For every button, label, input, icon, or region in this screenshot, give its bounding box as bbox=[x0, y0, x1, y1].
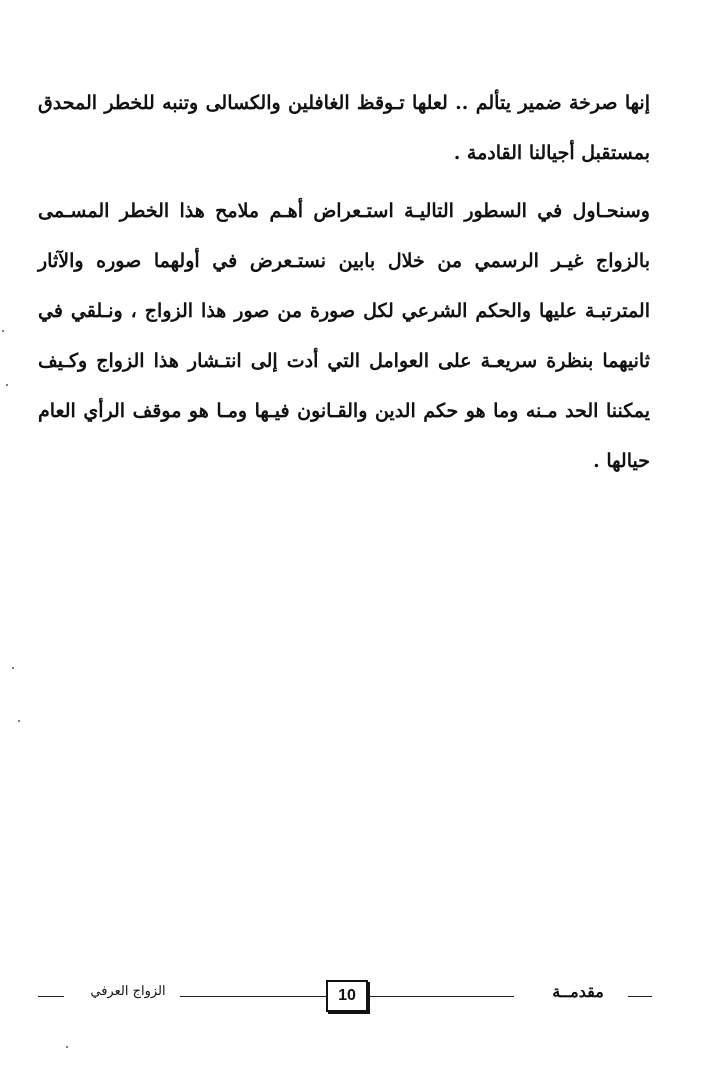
scan-speck bbox=[2, 330, 4, 332]
paragraph-intro: إنها صرخة ضمير يتألم .. لعلها تـوقظ الغافلين والكسالى وتنبه للخطر المحدق بمستقبل أجيالنا القادمة . bbox=[38, 92, 650, 164]
scan-speck bbox=[66, 1046, 68, 1048]
scan-speck bbox=[18, 720, 20, 722]
page-number: 10 bbox=[326, 980, 368, 1012]
footer-book-title: الزواج العرفي bbox=[90, 984, 166, 999]
body-text bbox=[38, 78, 650, 486]
scan-speck bbox=[12, 667, 14, 669]
footer-rule-right-short bbox=[628, 996, 652, 997]
footer-rule-right-long bbox=[368, 996, 514, 997]
footer-rule-left-short bbox=[38, 996, 64, 997]
paragraph-outline: وسنحـاول في السطور التاليـة استـعراض أهـم ملامح هذا الخطر المسـمى بالزواج غيـر الرسمي من خلال بابين نستـعرض في أولهما صوره والآثار المترتبـة عليها والحكم الشرعي لكل صورة من صور هذا الزواج ، ونـلقي في ثانيهما بنظرة سريعـة على العوامل التي أدت إلى انتـشار هذا الزواج وكـيف يمكننا الحد مـنه وما هو حكم الدين والقـانون فيـها ومـا هو موقف الرأي العام حيالها . bbox=[38, 200, 650, 472]
footer-rule-left-long bbox=[180, 996, 326, 997]
scan-speck bbox=[6, 384, 8, 386]
page-footer bbox=[0, 976, 726, 1016]
footer-chapter-title: مقدمــة bbox=[552, 982, 604, 1001]
